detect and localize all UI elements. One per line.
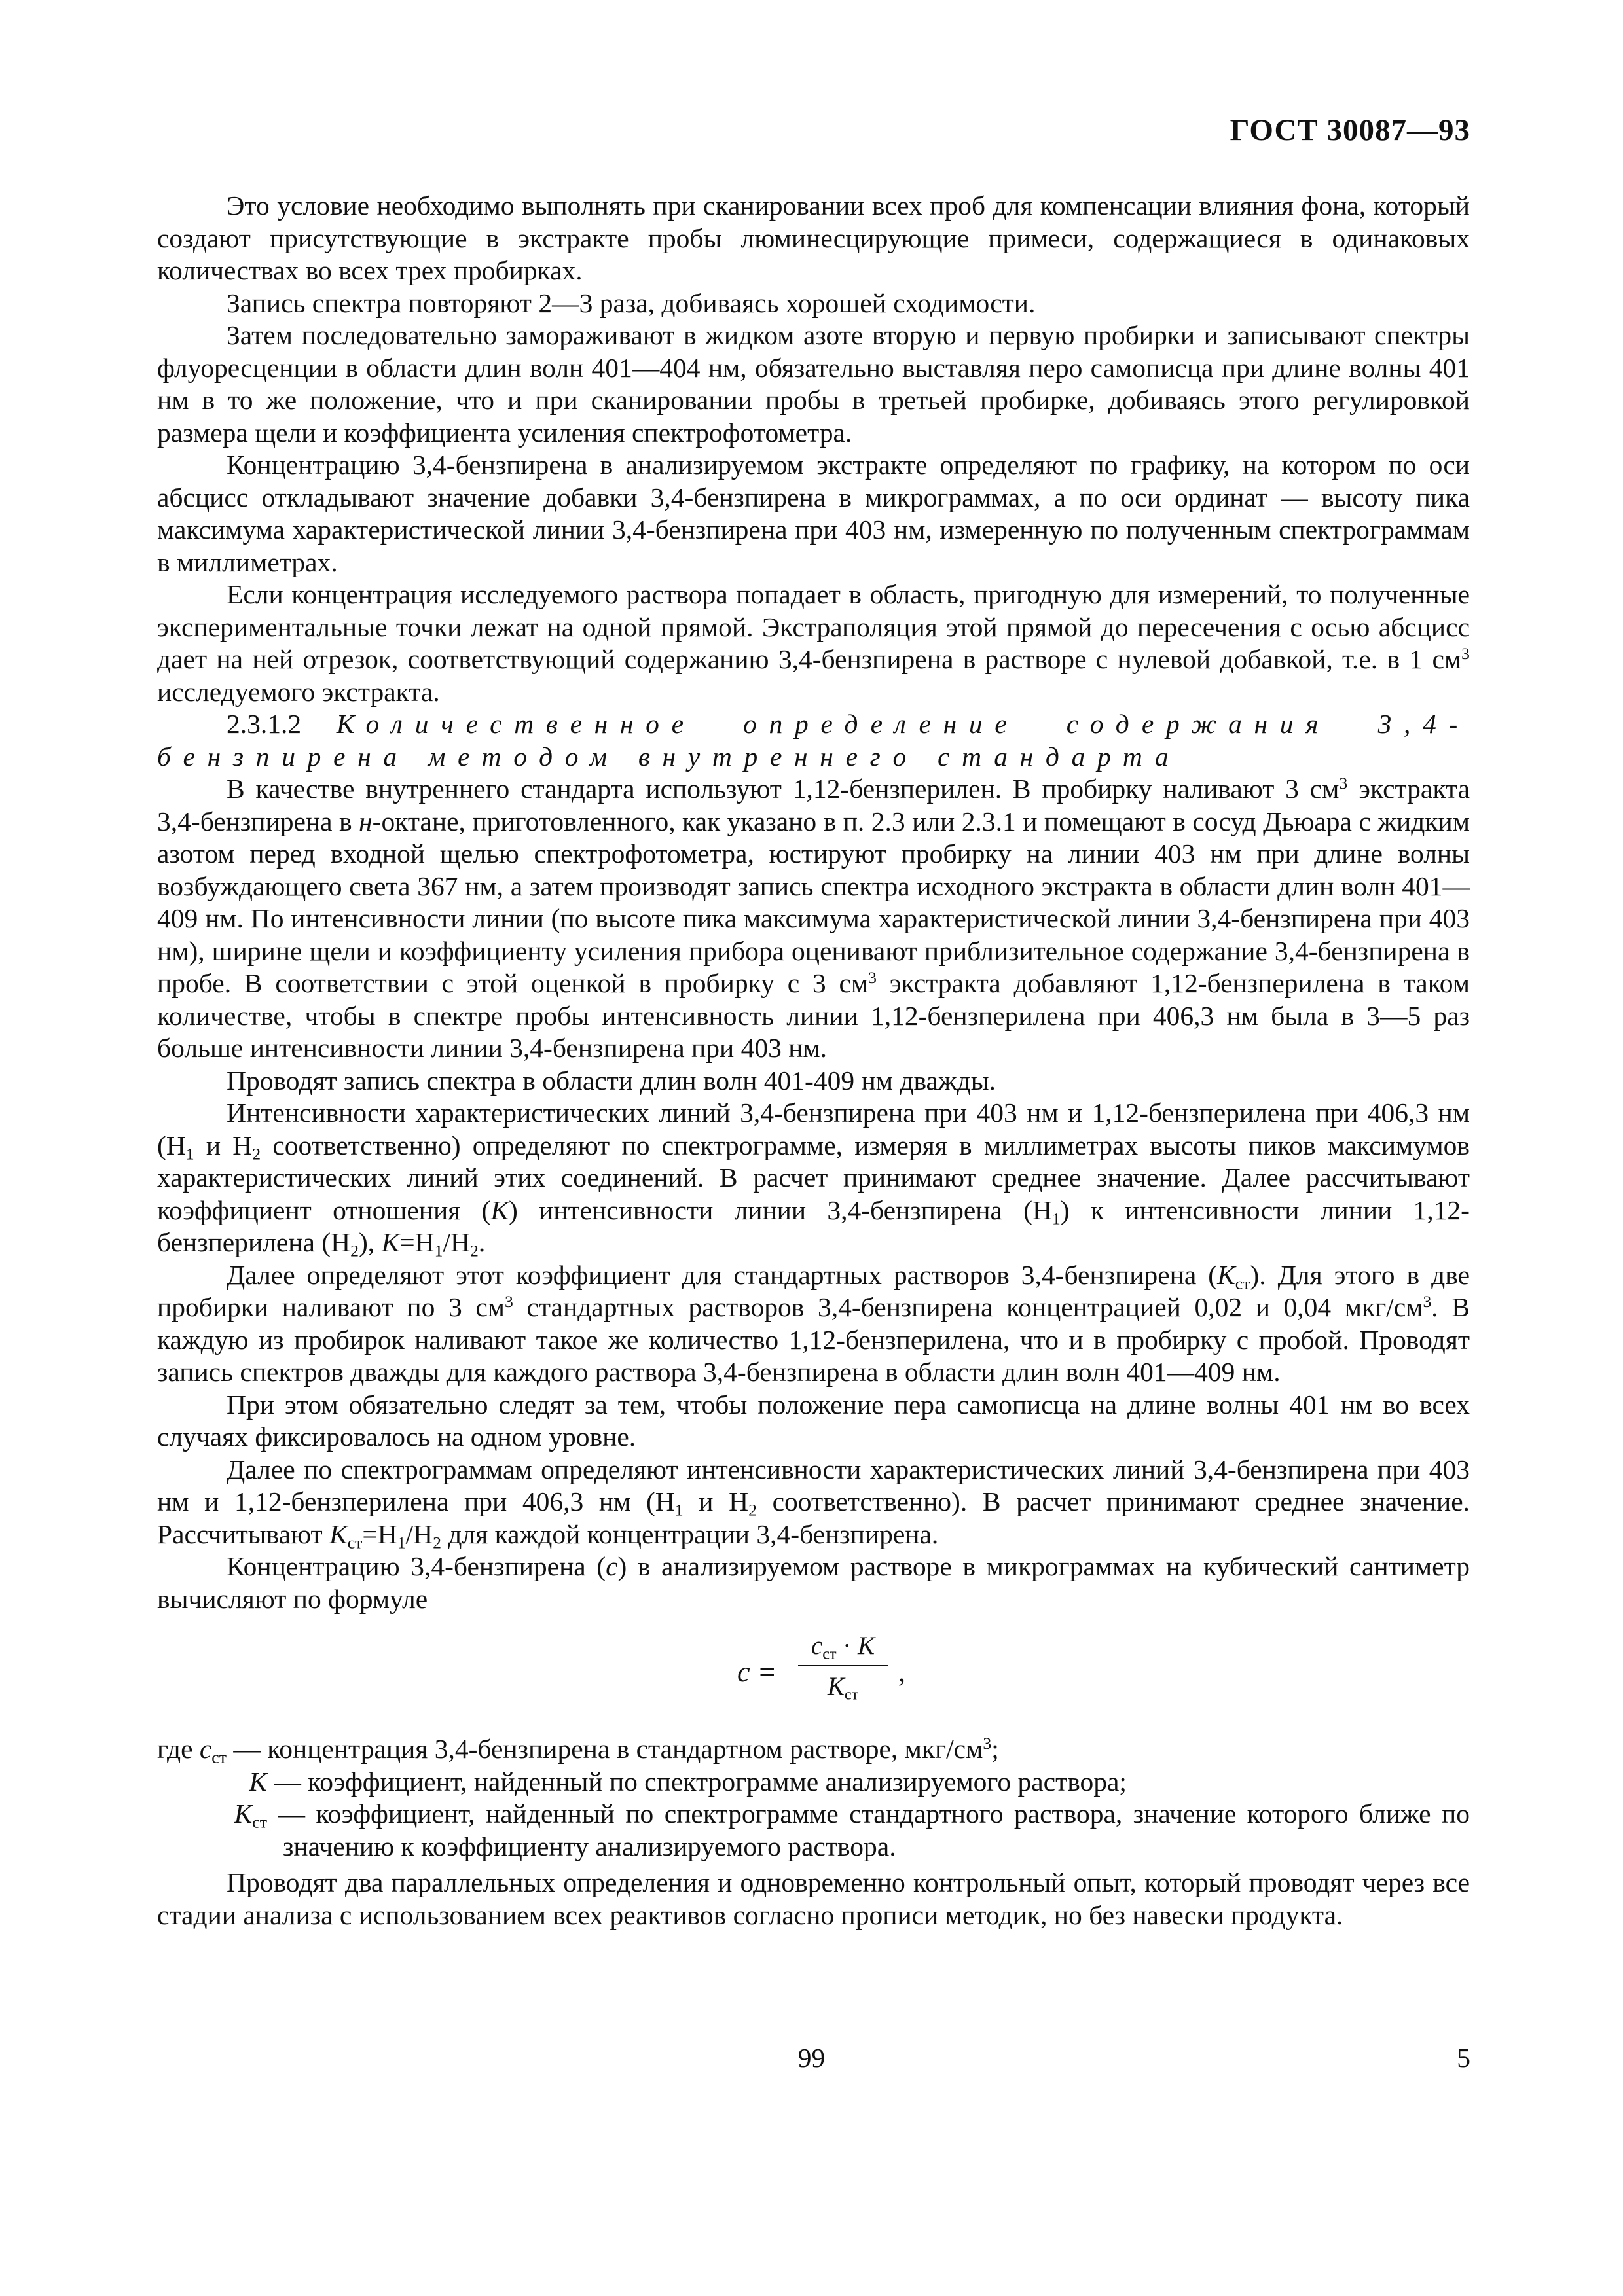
paragraph-freeze-sequence: Затем последовательно замораживают в жидком азоте вторую и первую пробирки и записывают спектры флуоресценции в области длин волн 401—404 нм, обязательно выставляя перо самописца при длине волны 401 нм в то же положение, что и при сканировании пробы в третьей пробирке, добиваясь этого регулировкой размера щели и коэффициента усиления спектрофотометра. [157, 320, 1470, 448]
formula-fraction [795, 1627, 890, 1707]
formula-numerator: $c_{ст} \cdot K$ [811, 1632, 875, 1663]
formula-denominator: $K_{ст}$ [827, 1672, 859, 1704]
paragraph-formula-intro: Концентрацию 3,4-бензпирена (c) в анализируемом растворе в микрограммах на кубический сантиметр вычисляют по формуле [157, 1551, 1470, 1614]
paragraph-extrapolation: Если концентрация исследуемого раствора попадает в область, пригодную для измерений, то полученные экспериментальные точки лежат на одной прямой. Экстраполяция этой прямой до пересечения с осью абсцисс дает на ней отрезок, соответствующий содержанию 3,4-бензпирена в растворе с нулевой добавкой, т.е. в 1 $см^3$ исследуемого экстракта. [157, 579, 1470, 707]
definition-kst: $K_{ст}$ — коэффициент, найденный по спектрограмме стандартного раствора, значение которого ближе по значению к коэффициенту анализируемого раствора. [234, 1799, 1470, 1861]
document-body [157, 190, 1470, 1931]
page-number-right: 5 [1457, 2043, 1470, 2073]
formula-lhs: c = [737, 1656, 777, 1688]
concentration-formula: c = $c_{ст} \cdot K$ $K_{ст}$ , [157, 1627, 1470, 1725]
paragraph-pen-position: При этом обязательно следят за тем, чтобы положение пера самописца на длине волны 401 нм во всех случаях фиксировалось на одном уровне. [157, 1389, 1470, 1452]
section-number: 2.3.1.2 [227, 709, 337, 739]
paragraph-repeat-recording: Запись спектра повторяют 2—3 раза, добиваясь хорошей сходимости. [227, 287, 1036, 318]
document-header: ГОСТ 30087—93 [1230, 113, 1470, 147]
page-number-center: 99 [797, 2043, 826, 2073]
section-title: Количественное определение содержания 3,4-бензпирена методом внутреннего стандарта [157, 709, 1470, 772]
paragraph-background-note: Это условие необходимо выполнять при сканировании всех проб для компенсации влияния фона, который создают присутствующие в экстракте пробы люминесцирующие примеси, содержащиеся в одинаковых количествах во всех трех пробирках. [157, 190, 1470, 285]
definition-cst: где $c_{ст}$ — концентрация 3,4-бензпирена в стандартном растворе, мкг/$см^3$; [157, 1733, 999, 1767]
paragraph-graph-method: Концентрацию 3,4-бензпирена в анализируемом экстракте определяют по графику, на котором по оси абсцисс откладывают значение добавки 3,4-бензпирена в микрограммах, а по оси ординат — высоту пика максимума характеристической линии 3,4-бензпирена при 403 нм, измеренную по полученным спектрограммам в миллиметрах. [157, 450, 1470, 577]
paragraph-parallel-determinations: Проводят два параллельных определения и одновременно контрольный опыт, который проводят через все стадии анализа с использованием всех реактивов согласно прописи методик, но без навески продукта. [157, 1867, 1470, 1930]
paragraph-kst-calc: Далее по спектрограммам определяют интенсивности характеристических линий 3,4-бензпирена при 403 нм и 1,12-бензперилена при 406,3 нм ($H_1$ и $H_2$ соответственно). В расчет принимают среднее значение. Рассчитывают $K_{ст}=H_1/H_2$ для каждой концентрации 3,4-бензпирена. [157, 1454, 1470, 1552]
paragraph-intensity-ratio: Интенсивности характеристических линий 3,4-бензпирена при 403 нм и 1,12-бензперилена при 406,3 нм ($H_1$ и $H_2$ соответственно) определяют по спектрограмме, измеряя в миллиметрах высоты пиков максимумов характеристических линий этих соединений. В расчет принимают среднее значение. Далее рассчитывают коэффициент отношения (K) интенсивности линии 3,4-бензпирена $(H_1)$ к интенсивности линии 1,12-бензперилена $(H_2)$, $K=H_1/H_2$. [157, 1098, 1470, 1261]
variable-definitions [157, 1733, 1470, 1863]
paragraph-standard-solutions: Далее определяют этот коэффициент для стандартных растворов 3,4-бензпирена $(K_{ст})$. Для этого в две пробирки наливают по 3 $см^3$ стандартных растворов 3,4-бензпирена концентрацией 0,02 и 0,04 мкг/$см^3$. В каждую из пробирок наливают такое же количество 1,12-бензперилена, что и в пробирку с пробой. Проводят запись спектров дважды для каждого раствора 3,4-бензпирена в области длин волн 401—409 нм. [157, 1259, 1470, 1387]
paragraph-internal-standard: В качестве внутреннего стандарта используют 1,12-бензперилен. В пробирку наливают 3 $см^3$ экстракта 3,4-бензпирена в н-октане, приготовленного, как указано в п. 2.3 или 2.3.1 и помещают в сосуд Дьюара с жидким азотом перед входной щелью спектрофотометра, юстируют пробирку на линии 403 нм при длине волны возбуждающего света 367 нм, а затем производят запись спектра исходного экстракта в области длин волн 401—409 нм. По интенсивности линии (по высоте пика максимума характеристической линии 3,4-бензпирена при 403 нм), ширине щели и коэффициенту усиления прибора оценивают приблизительное содержание 3,4-бензпирена в пробе. В соответствии с этой оценкой в пробирку с 3 $см^3$ экстракта добавляют 1,12-бензперилена в таком количестве, чтобы в спектре пробы интенсивность линии 1,12-бензперилена при 406,3 нм была в 3—5 раз больше интенсивности линии 3,4-бензпирена при 403 нм. [157, 773, 1470, 1063]
section-heading [157, 708, 1470, 773]
definition-k: K — коэффициент, найденный по спектрограмме анализируемого раствора; [249, 1766, 1127, 1797]
paragraph-record-twice: Проводят запись спектра в области длин волн 401-409 нм дважды. [227, 1065, 996, 1096]
